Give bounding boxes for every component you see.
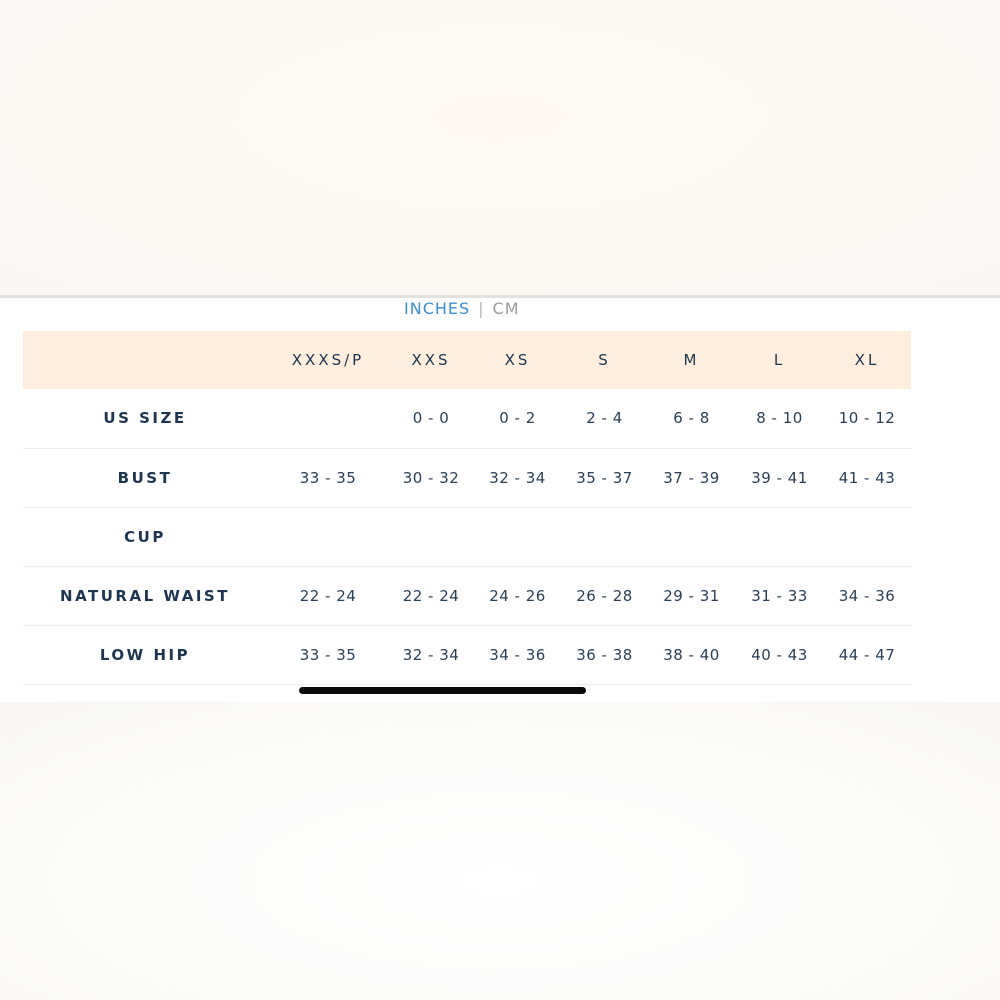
unit-inches-option[interactable]: INCHES xyxy=(404,299,471,318)
table-cell: 2 - 4 xyxy=(586,409,623,428)
table-cell: 40 - 43 xyxy=(751,645,808,664)
row-label-us-size: US SIZE xyxy=(103,409,187,428)
header-corner-cell xyxy=(23,331,267,389)
table-cell: 36 - 38 xyxy=(576,645,633,664)
table-cell: 22 - 24 xyxy=(299,586,357,605)
table-cell xyxy=(267,507,389,566)
table-cell: 34 - 36 xyxy=(489,645,546,664)
table-cell: 32 - 34 xyxy=(489,468,546,487)
table-cell: 24 - 26 xyxy=(489,586,546,605)
table-cell: 38 - 40 xyxy=(663,645,720,664)
table-cell xyxy=(473,507,562,566)
table-cell: 30 - 32 xyxy=(402,468,460,487)
table-cell: 39 - 41 xyxy=(751,468,808,487)
table-cell xyxy=(562,507,647,566)
table-cell: 32 - 34 xyxy=(402,645,460,664)
table-cell: 26 - 28 xyxy=(576,586,633,605)
table-row-us-size xyxy=(23,389,911,448)
table-cell: 22 - 24 xyxy=(402,586,460,605)
column-header-xl: XL xyxy=(854,351,880,369)
table-cell: 8 - 10 xyxy=(756,409,803,428)
table-cell xyxy=(267,389,389,448)
row-label-low-hip: LOW HIP xyxy=(99,645,191,664)
row-label-bust: BUST xyxy=(117,468,173,487)
table-row-natural-waist xyxy=(23,566,911,625)
size-chart-table xyxy=(23,331,911,685)
table-cell: 6 - 8 xyxy=(673,409,710,428)
table-cell: 33 - 35 xyxy=(299,468,357,487)
table-cell: 10 - 12 xyxy=(838,409,896,428)
table-cell: 44 - 47 xyxy=(838,645,896,664)
table-cell xyxy=(823,507,911,566)
bottom-blank-area xyxy=(0,702,1000,1000)
horizontal-scrollbar[interactable] xyxy=(299,687,586,694)
table-cell: 31 - 33 xyxy=(751,586,808,605)
top-blank-area xyxy=(0,0,1000,296)
size-header-row xyxy=(23,331,911,389)
column-header-xxs: XXS xyxy=(411,351,451,369)
table-cell: 0 - 2 xyxy=(499,409,536,428)
column-header-xxxs: XXXS/P xyxy=(291,351,365,369)
table-cell: 41 - 43 xyxy=(838,468,896,487)
table-cell: 33 - 35 xyxy=(299,645,357,664)
column-header-m: M xyxy=(683,351,700,369)
column-header-l: L xyxy=(773,351,786,369)
column-header-s: S xyxy=(598,351,611,369)
table-cell xyxy=(647,507,736,566)
table-cell: 37 - 39 xyxy=(663,468,720,487)
table-cell: 29 - 31 xyxy=(663,586,720,605)
table-row-low-hip xyxy=(23,625,911,684)
table-cell: 34 - 36 xyxy=(838,586,896,605)
row-label-natural-waist: NATURAL WAIST xyxy=(60,586,230,605)
unit-separator: | xyxy=(478,299,485,318)
table-row-bust xyxy=(23,448,911,507)
table-cell: 35 - 37 xyxy=(576,468,633,487)
column-header-xs: XS xyxy=(504,351,531,369)
table-cell xyxy=(736,507,823,566)
table-row-cup xyxy=(23,507,911,566)
table-cell xyxy=(389,507,473,566)
table-cell: 0 - 0 xyxy=(412,409,450,428)
unit-cm-option[interactable]: CM xyxy=(492,299,520,318)
row-label-cup: CUP xyxy=(124,527,166,546)
